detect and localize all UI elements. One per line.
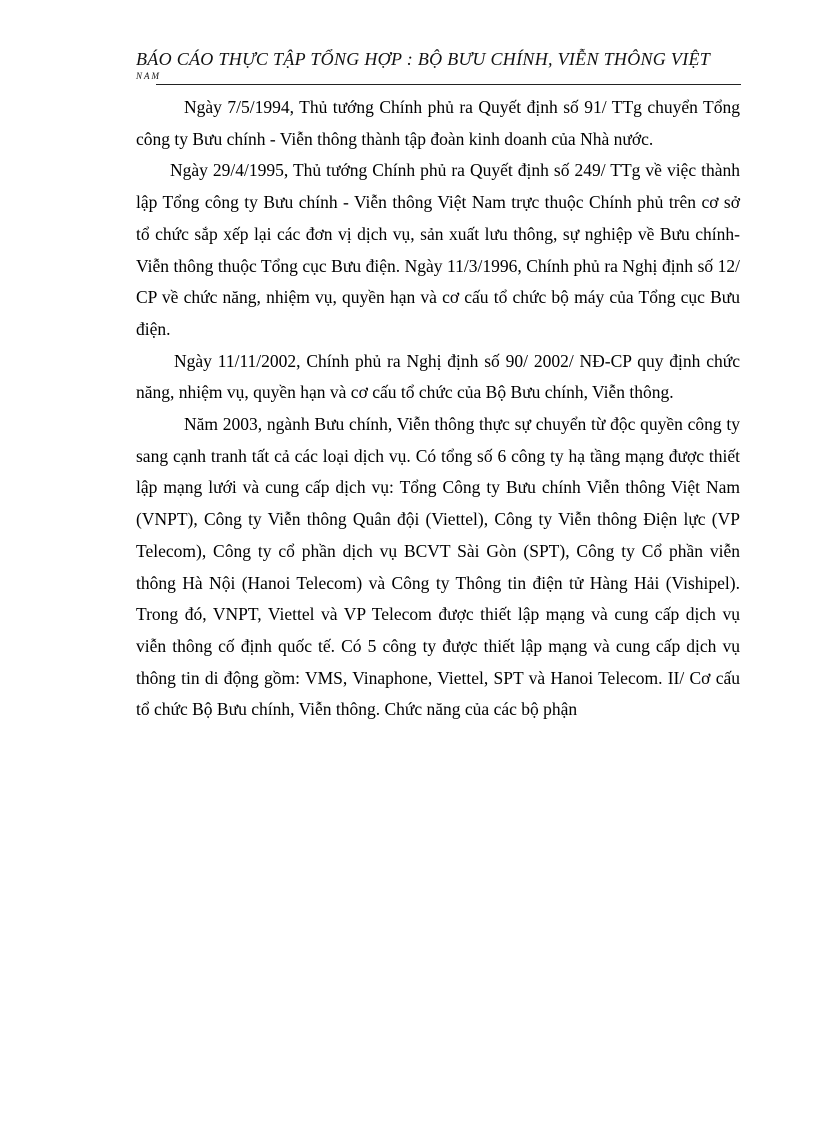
- running-header: BÁO CÁO THỰC TẬP TỔNG HỢP : BỘ BƯU CHÍNH, VIỄN THÔNG VIỆT: [136, 49, 711, 69]
- paragraph-4: Năm 2003, ngành Bưu chính, Viễn thông thực sự chuyển từ độc quyền công ty sang cạnh tranh tất cả các loại dịch vụ. Có tổng số 6 công ty hạ tầng mạng được thiết lập mạng lưới và cung cấp dịch vụ: Tổng Công ty Bưu chính Viễn thông Việt Nam (VNPT), Công ty Viễn thông Quân đội (Viettel), Công ty Viễn thông Điện lực (VP Telecom), Công ty cổ phần dịch vụ BCVT Sài Gòn (SPT), Công ty Cổ phần viễn thông Hà Nội (Hanoi Telecom) và Công ty Thông tin điện tử Hàng Hải (Vishipel). Trong đó, VNPT, Viettel và VP Telecom được thiết lập mạng và cung cấp dịch vụ viễn thông cố định quốc tế. Có 5 công ty được thiết lập mạng và cung cấp dịch vụ thông tin di động gồm: VMS, Vinaphone, Viettel, SPT và Hanoi Telecom. II/ Cơ cấu tổ chức Bộ Bưu chính, Viễn thông. Chức năng của các bộ phận: [136, 414, 740, 720]
- running-header-continuation: NAM: [136, 71, 161, 81]
- paragraph-2: Ngày 29/4/1995, Thủ tướng Chính phủ ra Quyết định số 249/ TTg về việc thành lập Tổng công ty Bưu chính - Viễn thông Việt Nam trực thuộc Chính phủ trên cơ sở tổ chức sắp xếp lại các đơn vị dịch vụ, sản xuất lưu thông, sự nghiệp về Bưu chính- Viễn thông thuộc Tổng cục Bưu điện. Ngày 11/3/1996, Chính phủ ra Nghị định số 12/ CP về chức năng, nhiệm vụ, quyền hạn và cơ cấu tổ chức bộ máy của Tổng cục Bưu điện.: [136, 160, 740, 339]
- header-rule: [156, 84, 741, 85]
- paragraph-3: Ngày 11/11/2002, Chính phủ ra Nghị định số 90/ 2002/ NĐ-CP quy định chức năng, nhiệm vụ, quyền hạn và cơ cấu tổ chức của Bộ Bưu chính, Viễn thông.: [136, 350, 740, 403]
- document-body: [136, 92, 740, 726]
- paragraph-1: Ngày 7/5/1994, Thủ tướng Chính phủ ra Quyết định số 91/ TTg chuyển Tổng công ty Bưu chính - Viễn thông thành tập đoàn kinh doanh của Nhà nước.: [136, 97, 740, 149]
